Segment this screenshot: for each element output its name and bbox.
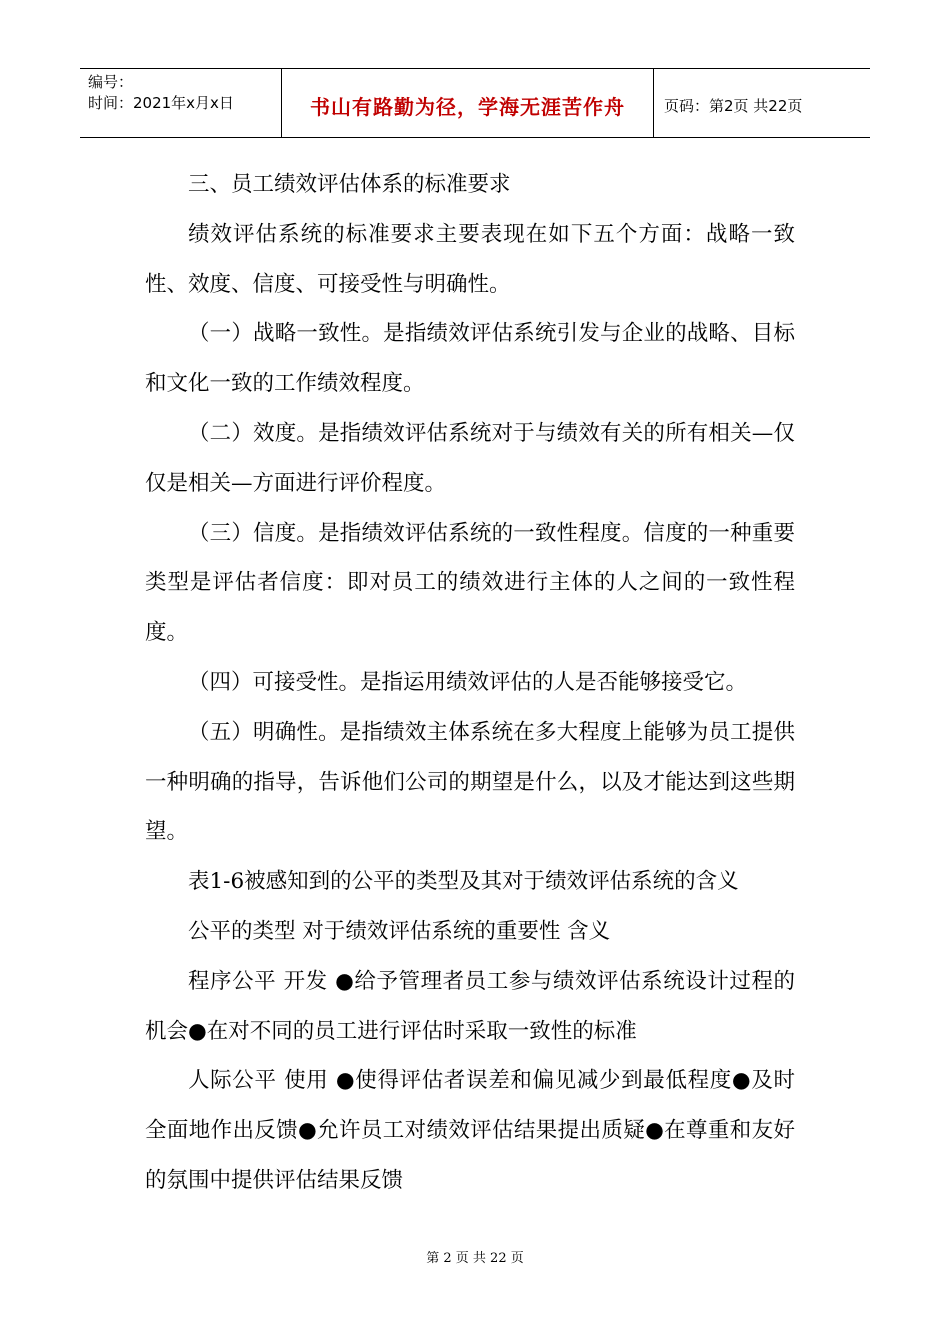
page-header: [80, 68, 870, 138]
paragraph: （四）可接受性。是指运用绩效评估的人是否能够接受它。: [188, 669, 748, 695]
page-footer: [0, 1247, 950, 1266]
document-date: 时间：2021年x月x日: [88, 94, 234, 112]
header-motto-cell: [282, 69, 654, 137]
paragraph: （三）信度。是指绩效评估系统的一致性程度。信度的一种重要类型是评估者信度：即对员工的绩效进行主体的人之间的一致性程度。: [145, 520, 795, 646]
table-row: 程序公平 开发 ●给予管理者员工参与绩效评估系统设计过程的机会●在对不同的员工进行评估时采取一致性的标准: [145, 968, 795, 1044]
table-header-row: 公平的类型 对于绩效评估系统的重要性 含义: [188, 918, 611, 944]
paragraph: （一）战略一致性。是指绩效评估系统引发与企业的战略、目标和文化一致的工作绩效程度。: [145, 321, 795, 397]
header-info-cell: [80, 69, 282, 137]
table-caption: 表1-6被感知到的公平的类型及其对于绩效评估系统的含义: [188, 869, 739, 895]
header-page-cell: [654, 69, 870, 137]
table-row: 人际公平 使用 ●使得评估者误差和偏见减少到最低程度●及时全面地作出反馈●允许员工对绩效评估结果提出质疑●在尊重和友好的氛围中提供评估结果反馈: [145, 1068, 795, 1193]
paragraph: 绩效评估系统的标准要求主要表现在如下五个方面：战略一致性、效度、信度、可接受性与明确性。: [145, 221, 795, 297]
header-motto: 书山有路勤为径，学海无涯苦作舟: [310, 94, 625, 119]
header-page-number: 页码：第2页 共22页: [664, 96, 803, 115]
document-body: [145, 160, 795, 1206]
section-heading: 三、员工绩效评估体系的标准要求: [188, 172, 511, 197]
paragraph: （五）明确性。是指绩效主体系统在多大程度上能够为员工提供一种明确的指导，告诉他们公司的期望是什么，以及才能达到这些期望。: [145, 719, 795, 845]
paragraph: （二）效度。是指绩效评估系统对于与绩效有关的所有相关—仅仅是相关—方面进行评价程度。: [145, 420, 795, 496]
document-number: 编号：: [88, 73, 134, 91]
footer-page-number: 第 2 页 共 22 页: [426, 1251, 524, 1266]
